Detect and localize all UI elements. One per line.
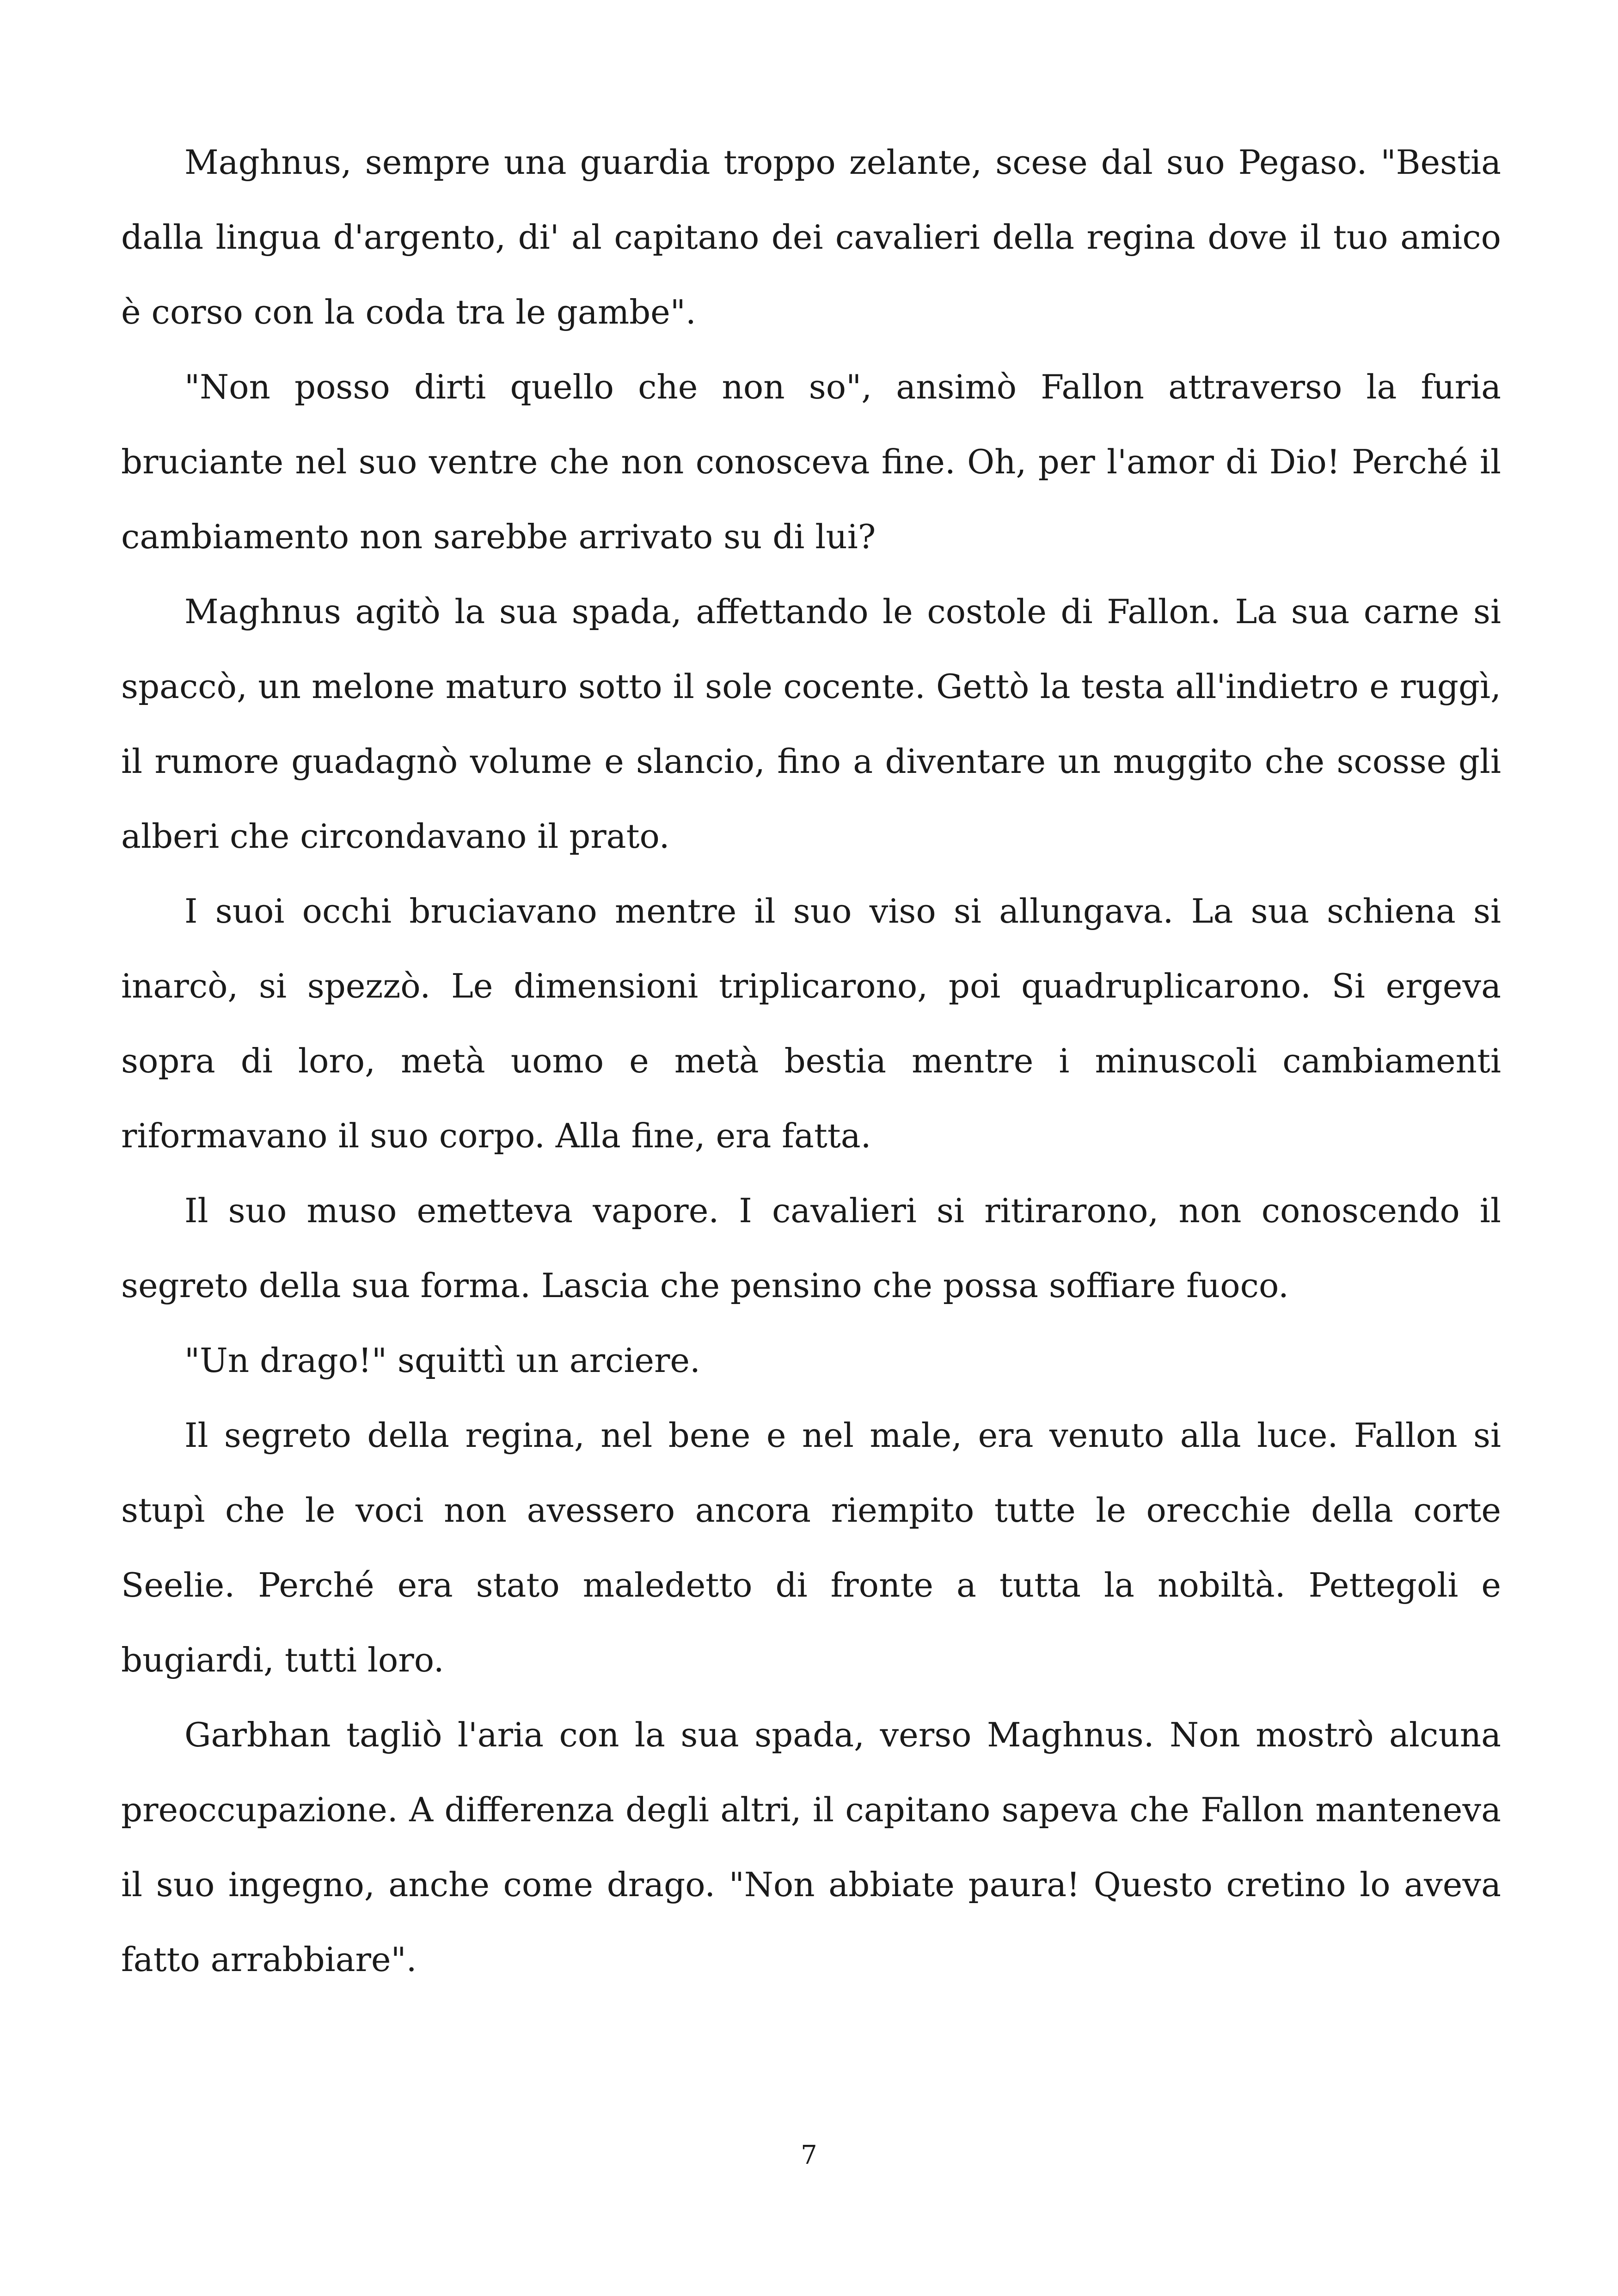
paragraph-2: "Non posso dirti quello che non so", ansimò Fallon attraverso la furia bruciante nel suo ventre che non conosceva fine. Oh, per l'amor di Dio! Perché il cambiamento non sarebbe arrivato su di lui?: [121, 367, 1501, 556]
paragraph-3: Maghnus agitò la sua spada, affettando le costole di Fallon. La sua carne si spaccò, un melone maturo sotto il sole cocente. Gettò la testa all'indietro e ruggì, il rumore guadagnò volume e slancio, fino a diventare un muggito che scosse gli alberi che circondavano il prato.: [121, 592, 1501, 856]
page-number: 7: [801, 2140, 817, 2170]
paragraph-8: Garbhan tagliò l'aria con la sua spada, verso Maghnus. Non mostrò alcuna preoccupazione. A differenza degli altri, il capitano sapeva che Fallon manteneva il suo ingegno, anche come drago. "Non abbiate paura! Questo cretino lo aveva fatto arrabbiare".: [121, 1715, 1501, 1979]
page-body: [121, 125, 1501, 1997]
paragraph-5: Il suo muso emetteva vapore. I cavalieri si ritirarono, non conoscendo il segreto della sua forma. Lascia che pensino che possa soffiare fuoco.: [121, 1191, 1501, 1305]
paragraph-6: "Un drago!" squittì un arciere.: [184, 1341, 700, 1380]
paragraph-7: Il segreto della regina, nel bene e nel male, era venuto alla luce. Fallon si stupì che le voci non avessero ancora riempito tutte le orecchie della corte Seelie. Perché era stato maledetto di fronte a tutta la nobiltà. Pettegoli e bugiardi, tutti loro.: [121, 1416, 1501, 1679]
paragraph-1: Maghnus, sempre una guardia troppo zelante, scese dal suo Pegaso. "Bestia dalla lingua d'argento, di' al capitano dei cavalieri della regina dove il tuo amico è corso con la coda tra le gambe".: [121, 143, 1501, 331]
paragraph-4: I suoi occhi bruciavano mentre il suo viso si allungava. La sua schiena si inarcò, si spezzò. Le dimensioni triplicarono, poi quadruplicarono. Si ergeva sopra di loro, metà uomo e metà bestia mentre i minuscoli cambiamenti riformavano il suo corpo. Alla fine, era fatta.: [121, 892, 1501, 1155]
